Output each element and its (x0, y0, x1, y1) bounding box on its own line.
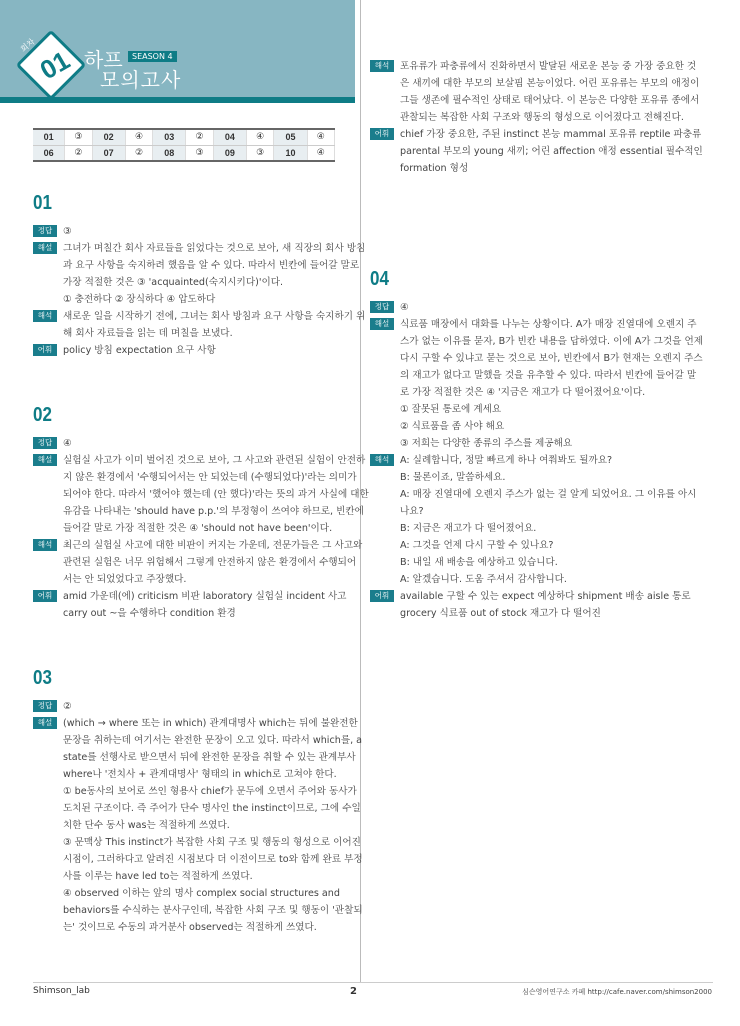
text-line: amid 가운데(에) criticism 비판 laboratory 실험실 incident 사고 (63, 591, 347, 602)
text-line: behaviors를 수식하는 분사구인데, 복잡한 사회 구조 및 행동이 '관찰되 (63, 905, 363, 916)
text-line: 치한 단수 동사 was는 적절하게 쓰였다. (63, 820, 230, 831)
text-line: 포유류가 파충류에서 진화하면서 발달된 새로운 본능 중 가장 중요한 것 (400, 61, 697, 72)
text-line: A: 매장 진열대에 오렌지 주스가 없는 걸 알게 되었어요. 그 이유를 아시 (400, 489, 697, 500)
text-line: ④ (400, 302, 409, 313)
explanation-label: 해설 (370, 318, 394, 330)
text-line: ① 충전하다 ② 장식하다 ④ 압도하다 (63, 294, 216, 305)
answer-value: ④ (125, 129, 152, 145)
text-line: policy 방침 expectation 요구 사항 (63, 345, 216, 356)
text-line: ② (63, 701, 72, 712)
text-line: 시점이, 그러하다고 알려진 시점보다 더 이전이므로 to와 함께 완료 부정 (63, 854, 363, 865)
text-line: ② 식료품을 좀 사야 해요 (400, 421, 505, 432)
text-line: 실험실 사고가 이미 벌어진 것으로 보아, 그 사고와 관련된 실험이 안전하 (63, 455, 366, 466)
translation-block (33, 308, 366, 342)
explanation-block (370, 316, 704, 452)
vocab-block (33, 588, 348, 622)
question-number: 04 (213, 129, 246, 145)
question-section (33, 404, 369, 622)
text-line: 들어갈 말로 가장 적절한 것은 ④ 'should not have been'이다. (63, 523, 333, 534)
title-line1: 하프 (84, 48, 123, 72)
footer-url[interactable]: 심슨영어연구소 카페 http://cafe.naver.com/shimson2000 (522, 988, 712, 996)
round-label: 회차 (18, 37, 37, 54)
text-line: A: 알겠습니다. 도움 주셔서 감사합니다. (400, 574, 567, 585)
question-number: 08 (153, 145, 186, 161)
title-line2: 모의고사 (100, 68, 182, 92)
question-number: 03 (153, 129, 186, 145)
vocab-block (33, 342, 348, 359)
answer-block (370, 299, 685, 316)
question-section (370, 58, 703, 177)
text-line: (which → where 또는 in which) 관계대명사 which는 뒤에 불완전한 (63, 718, 358, 729)
text-line: 도치된 구조이다. 즉 주어가 단수 명사인 the instinct이므로, 그에 수일 (63, 803, 361, 814)
explanation-block (33, 240, 366, 308)
text-line: where나 '전치사 + 관계대명사' 형태의 in which로 고쳐야 한다. (63, 769, 337, 780)
round-number: 01 (34, 44, 75, 86)
text-line: ④ observed 이하는 앞의 명사 complex social structures and (63, 888, 340, 899)
answer-label: 정답 (370, 301, 394, 313)
question-number: 09 (213, 145, 246, 161)
text-line: 가장 적절한 것은 ③ 'acquainted(숙지시키다)'이다. (63, 277, 284, 288)
question-section (33, 192, 366, 359)
explanation-block (33, 715, 363, 936)
answer-block (33, 435, 348, 452)
text-line: 로 가장 적절한 것은 ④ '지금은 재고가 다 떨어졌어요'이다. (400, 387, 646, 398)
answer-label: 정답 (33, 700, 57, 712)
footer-brand: Shimson_lab (33, 986, 90, 996)
text-line: 관련된 실험은 너무 위험해서 그렇게 안전하지 않은 환경에서 수행되어 (63, 557, 357, 568)
answer-row (33, 145, 335, 161)
question-number: 10 (274, 145, 307, 161)
question-section (370, 268, 704, 622)
answer-label: 정답 (33, 225, 57, 237)
answer-block (33, 698, 348, 715)
question-number-heading: 03 (33, 667, 52, 689)
text-line: 문장을 취하는데 여기서는 완전한 문장이 오고 있다. 따라서 which를, a (63, 735, 363, 746)
answer-value: ② (65, 145, 92, 161)
text-line: ① 잘못된 통로에 계세요 (400, 404, 502, 415)
question-number: 07 (92, 145, 125, 161)
text-line: 다시 구할 수 있냐고 묻는 것으로 보아, 빈칸에서 B가 현재는 오렌지 주스 (400, 353, 703, 364)
text-line: 지 않은 환경에서 '수행되어서는 안 되었는데 (수행되었다)'라는 의미가 (63, 472, 357, 483)
text-line: 스가 없는 이유를 묻자, B가 빈칸 내용을 답하였다. 이에 A가 그것을 언제 (400, 336, 704, 347)
season-badge: SEASON 4 (128, 51, 177, 62)
text-line: ③ 문맥상 This instinct가 복잡한 사회 구조 및 행동의 형성으로 이어진 (63, 837, 361, 848)
translation-label: 해석 (370, 60, 394, 72)
translation-block (370, 452, 697, 588)
vocab-label: 어휘 (370, 590, 394, 602)
text-line: carry out ~을 수행하다 condition 환경 (63, 608, 236, 619)
explanation-label: 해설 (33, 717, 57, 729)
question-number-heading: 01 (33, 192, 52, 214)
answer-value: ④ (307, 145, 334, 161)
answer-value: ③ (246, 145, 273, 161)
answer-block (33, 223, 348, 240)
question-number-heading: 04 (370, 268, 389, 290)
text-line: 사를 이루는 have led to는 적절하게 쓰였다. (63, 871, 253, 882)
text-line: 나요? (400, 506, 424, 517)
text-line: 해 회사 자료들을 읽는 데 며칠을 보냈다. (63, 328, 233, 339)
page-number: 2 (350, 986, 357, 997)
text-line: 관찰되는 복잡한 사회 구조와 행동의 형성으로 이어졌다고 전해진다. (400, 112, 684, 123)
translation-block (33, 537, 363, 588)
question-number: 06 (33, 145, 65, 161)
text-line: A: 실례합니다, 정말 빠르게 하나 여쭤봐도 될까요? (400, 455, 613, 466)
explanation-label: 해설 (33, 242, 57, 254)
vocab-label: 어휘 (370, 128, 394, 140)
answer-value: ② (186, 129, 213, 145)
text-line: 과 요구 사항을 숙지하려 했음을 알 수 있다. 따라서 빈칸에 들어갈 말로 (63, 260, 360, 271)
answer-row (33, 129, 335, 145)
text-line: 새로운 일을 시작하기 전에, 그녀는 회사 방침과 요구 사항을 숙지하기 위 (63, 311, 366, 322)
text-line: 유감을 나타내는 'should have p.p.'의 부정형이 쓰여야 하므로, 빈칸에 (63, 506, 364, 517)
answer-value: ③ (65, 129, 92, 145)
text-line: ④ (63, 438, 72, 449)
text-line: parental 부모의 young 새끼; 어린 affection 애정 essential 필수적인 (400, 146, 703, 157)
text-line: 의 재고가 없다고 말했을 것을 유추할 수 있다. 따라서 빈칸에 들어갈 말 (400, 370, 697, 381)
text-line: chief 가장 중요한, 주된 instinct 본능 mammal 포유류 reptile 파충류 (400, 129, 702, 140)
translation-label: 해석 (33, 539, 57, 551)
question-number: 01 (33, 129, 65, 145)
text-line: 그들 생존에 필수적인 상태로 태어났다. 이 본능은 다양한 포유류 종에서 (400, 95, 700, 106)
text-line: B: 지금은 재고가 다 떨어졌어요. (400, 523, 537, 534)
question-number-heading: 02 (33, 404, 52, 426)
text-line: 식료품 매장에서 대화를 나누는 상황이다. A가 매장 진열대에 오렌지 주 (400, 319, 697, 330)
answer-value: ② (125, 145, 152, 161)
answer-value: ③ (186, 145, 213, 161)
translation-label: 해석 (33, 310, 57, 322)
text-line: 는' 것이므로 수동의 과거분사 observed는 적절하게 쓰였다. (63, 922, 317, 933)
vocab-label: 어휘 (33, 344, 57, 356)
text-line: B: 물론이죠, 말씀하세요. (400, 472, 506, 483)
answer-value: ④ (307, 129, 334, 145)
explanation-block (33, 452, 369, 537)
text-line: state를 선행사로 받으면서 뒤에 완전한 문장을 취할 수 있는 관계부사 (63, 752, 356, 763)
text-line: ③ (63, 226, 72, 237)
text-line: available 구할 수 있는 expect 예상하다 shipment 배송 aisle 통로 (400, 591, 691, 602)
question-number: 05 (274, 129, 307, 145)
answer-table (33, 128, 335, 162)
text-line: ③ 저희는 다양한 종류의 주스를 제공해요 (400, 438, 573, 449)
answer-value: ④ (246, 129, 273, 145)
vocab-block (370, 126, 703, 177)
text-line: 되어야 한다. 따라서 '했어야 했는데 (안 했다)'라는 뜻의 과거 사실에 대한 (63, 489, 369, 500)
explanation-label: 해설 (33, 454, 57, 466)
footer-divider (33, 982, 713, 983)
vocab-block (370, 588, 691, 622)
text-line: 그녀가 며칠간 회사 자료들을 읽었다는 것으로 보아, 새 직장의 회사 방침 (63, 243, 366, 254)
text-line: grocery 식료품 out of stock 재고가 다 떨어진 (400, 608, 601, 619)
text-line: 은 새끼에 대한 부모의 보살핌 본능이었다. 어린 포유류는 부모의 애정이 (400, 78, 700, 89)
translation-block (370, 58, 700, 126)
vocab-label: 어휘 (33, 590, 57, 602)
text-line: ① be동사의 보어로 쓰인 형용사 chief가 문두에 오면서 주어와 동사가 (63, 786, 357, 797)
text-line: 서는 안 되었었다고 주장했다. (63, 574, 187, 585)
answer-label: 정답 (33, 437, 57, 449)
question-number: 02 (92, 129, 125, 145)
text-line: B: 내일 새 배송을 예상하고 있습니다. (400, 557, 558, 568)
text-line: 최근의 실험실 사고에 대한 비판이 커지는 가운데, 전문가들은 그 사고와 (63, 540, 363, 551)
translation-label: 해석 (370, 454, 394, 466)
text-line: formation 형성 (400, 163, 469, 174)
text-line: A: 그것을 언제 다시 구할 수 있나요? (400, 540, 554, 551)
question-section (33, 667, 363, 936)
